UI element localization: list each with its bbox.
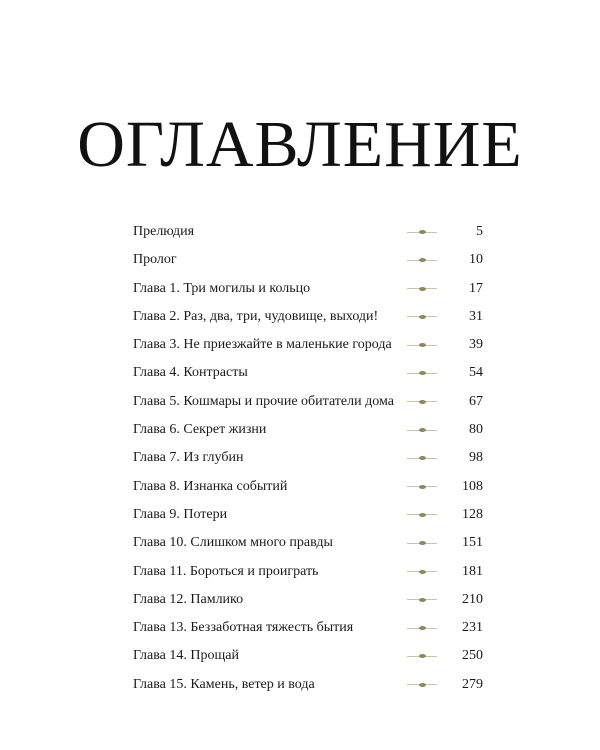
ornament-divider-icon [407, 655, 437, 657]
toc-entry-page-number: 80 [469, 422, 483, 438]
toc-entry-title: Глава 10. Слишком много правды [133, 535, 333, 551]
toc-entry-page-number: 5 [476, 224, 483, 239]
ornament-divider-icon [407, 344, 437, 346]
toc-entry-page-number: 108 [462, 478, 483, 494]
toc-entry [133, 392, 483, 420]
toc-entry-page-number: 31 [469, 308, 483, 324]
ornament-divider-icon [407, 542, 437, 544]
toc-entry-page-number: 10 [469, 252, 483, 268]
toc-entry-page-number: 128 [462, 506, 483, 522]
toc-entry-page-number: 250 [462, 648, 483, 664]
page-title: ОГЛАВЛЕНИЕ [77, 108, 523, 181]
toc-entry-page-number: 98 [469, 450, 483, 466]
toc-entry-title: Глава 2. Раз, два, три, чудовище, выходи! [133, 308, 379, 324]
toc-entry-page-number: 39 [469, 337, 483, 353]
toc-entry-page-number: 279 [462, 676, 483, 692]
toc-entry [133, 250, 483, 278]
toc-entry-title: Глава 3. Не приезжайте в маленькие города [133, 337, 392, 353]
toc-entry-page-number: 17 [469, 280, 483, 296]
toc-entry [133, 307, 483, 335]
ornament-divider-icon [407, 571, 437, 573]
toc-entry-title: Глава 15. Камень, ветер и вода [133, 676, 315, 692]
toc-entry-title: Глава 5. Кошмары и прочие обитатели дома [133, 393, 394, 409]
ornament-divider-icon [407, 599, 437, 601]
ornament-divider-icon [407, 457, 437, 459]
toc-entry [133, 533, 483, 561]
toc-entry [133, 675, 483, 703]
ornament-divider-icon [407, 627, 437, 629]
toc-entry [133, 420, 483, 448]
toc-entry [133, 363, 483, 391]
ornament-divider-icon [407, 429, 437, 431]
toc-entry-page-number: 151 [462, 535, 483, 551]
ornament-divider-icon [407, 514, 437, 516]
toc-entry-title: Глава 7. Из глубин [133, 450, 244, 466]
toc-entry [133, 646, 483, 674]
ornament-divider-icon [407, 259, 437, 261]
toc-entry-page-number: 54 [469, 365, 483, 381]
toc-entry-title: Глава 8. Изнанка событий [133, 478, 288, 494]
toc-entry-title: Глава 1. Три могилы и кольцо [133, 280, 311, 296]
ornament-divider-icon [407, 231, 437, 233]
ornament-divider-icon [407, 288, 437, 290]
toc-entry [133, 590, 483, 618]
toc-entry [133, 222, 483, 250]
toc-entry-title: Глава 4. Контрасты [133, 365, 248, 381]
toc-entry-title: Глава 11. Бороться и проиграть [133, 563, 319, 579]
toc-entry [133, 562, 483, 590]
ornament-divider-icon [407, 316, 437, 318]
toc-entry-page-number: 231 [462, 620, 483, 636]
toc-entry-title: Пролог [133, 252, 177, 268]
ornament-divider-icon [407, 401, 437, 403]
toc-entry-title: Глава 14. Прощай [133, 648, 239, 664]
toc-entry-page-number: 181 [462, 563, 483, 579]
toc-entry-title: Прелюдия [133, 224, 195, 239]
toc-entry-page-number: 210 [462, 591, 483, 607]
ornament-divider-icon [407, 372, 437, 374]
ornament-divider-icon [407, 486, 437, 488]
table-of-contents [133, 222, 483, 703]
toc-entry [133, 335, 483, 363]
toc-entry [133, 279, 483, 307]
toc-entry-title: Глава 12. Памлико [133, 591, 244, 607]
toc-entry-page-number: 67 [469, 393, 483, 409]
toc-entry-title: Глава 13. Беззаботная тяжесть бытия [133, 620, 354, 636]
toc-entry [133, 505, 483, 533]
toc-entry [133, 618, 483, 646]
toc-entry [133, 477, 483, 505]
toc-entry [133, 448, 483, 476]
ornament-divider-icon [407, 684, 437, 686]
toc-entry-title: Глава 6. Секрет жизни [133, 422, 267, 438]
toc-entry-title: Глава 9. Потери [133, 506, 228, 522]
